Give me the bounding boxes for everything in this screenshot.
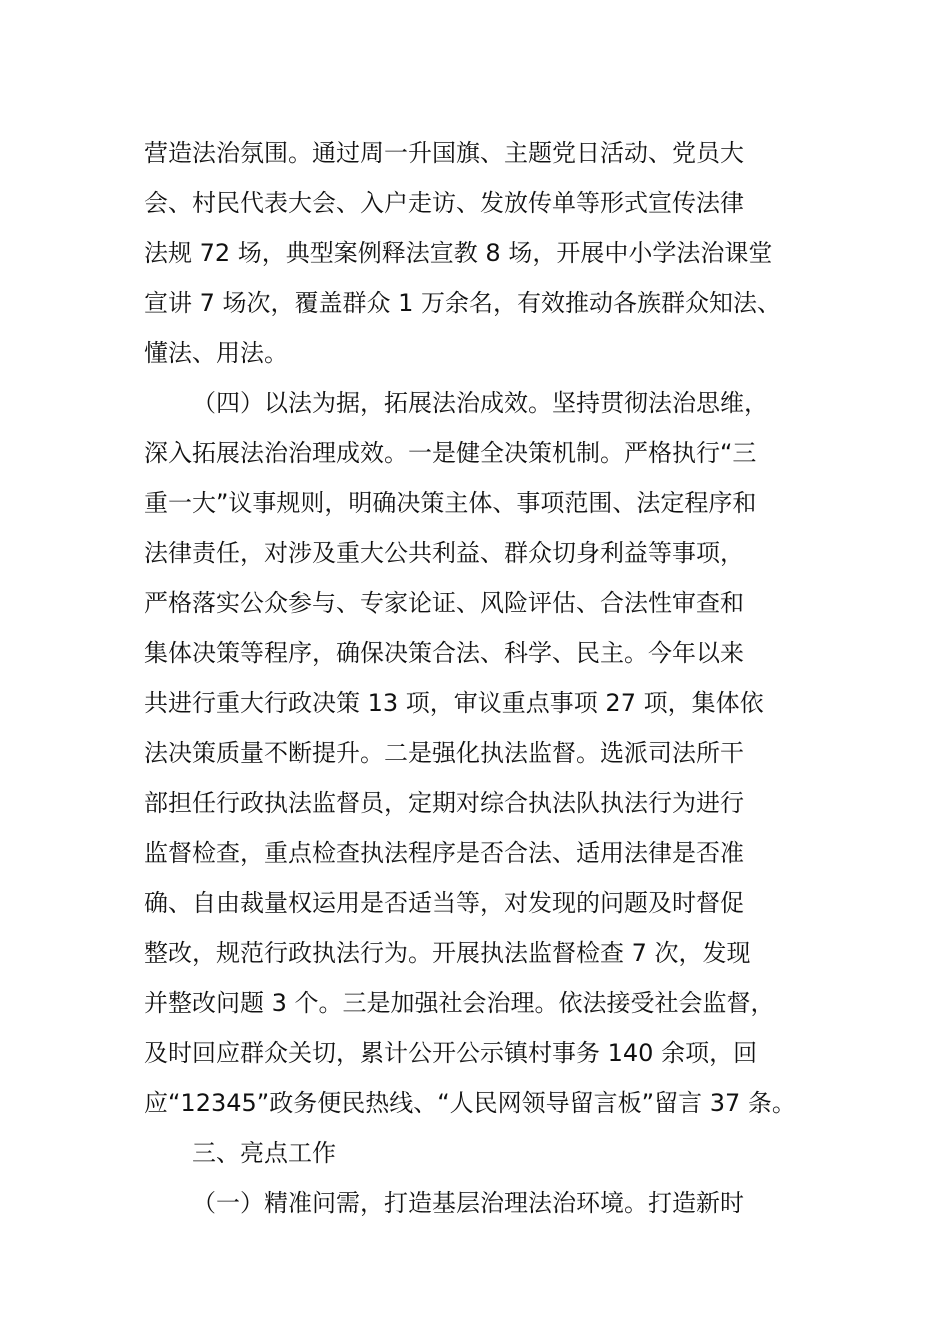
subsection-heading-1: （一）精准问需，打造基层治理法治环境。打造新时: [192, 1189, 744, 1217]
section-title-highlights: 三、亮点工作: [192, 1139, 336, 1167]
body-line: 严格落实公众参与、专家论证、风险评估、合法性审查和: [144, 589, 744, 617]
body-line: 宣讲 7 场次，覆盖群众 1 万余名，有效推动各族群众知法、: [144, 289, 782, 317]
body-line: 整改，规范行政执法行为。开展执法监督检查 7 次，发现: [144, 939, 751, 967]
body-line: 会、村民代表大会、入户走访、发放传单等形式宣传法律: [144, 189, 744, 217]
body-line: 法决策质量不断提升。二是强化执法监督。选派司法所干: [144, 739, 744, 767]
body-line: 营造法治氛围。通过周一升国旗、主题党日活动、党员大: [144, 139, 744, 167]
body-line: 重一大”议事规则，明确决策主体、事项范围、法定程序和: [144, 489, 757, 517]
body-line: 监督检查，重点检查执法程序是否合法、适用法律是否准: [144, 839, 744, 867]
body-line: 并整改问题 3 个。三是加强社会治理。依法接受社会监督，: [144, 989, 775, 1017]
body-line: 及时回应群众关切，累计公开公示镇村事务 140 余项，回: [144, 1039, 758, 1067]
body-line: 确、自由裁量权运用是否适当等，对发现的问题及时督促: [144, 889, 744, 917]
body-line: 法规 72 场，典型案例释法宣教 8 场，开展中小学法治课堂: [144, 239, 773, 267]
section-heading-4: （四）以法为据，拓展法治成效。坚持贯彻法治思维，: [192, 389, 768, 417]
body-line: 法律责任，对涉及重大公共利益、群众切身利益等事项，: [144, 539, 744, 567]
body-line: 深入拓展法治治理成效。一是健全决策机制。严格执行“三: [144, 439, 757, 467]
body-line: 懂法、用法。: [144, 339, 288, 367]
body-line: 应“12345”政务便民热线、“人民网领导留言板”留言 37 条。: [144, 1089, 796, 1117]
body-line: 集体决策等程序，确保决策合法、科学、民主。今年以来: [144, 639, 744, 667]
body-line: 部担任行政执法监督员，定期对综合执法队执法行为进行: [144, 789, 744, 817]
document-body: [144, 128, 844, 1228]
body-line: 共进行重大行政决策 13 项，审议重点事项 27 项，集体依: [144, 689, 764, 717]
